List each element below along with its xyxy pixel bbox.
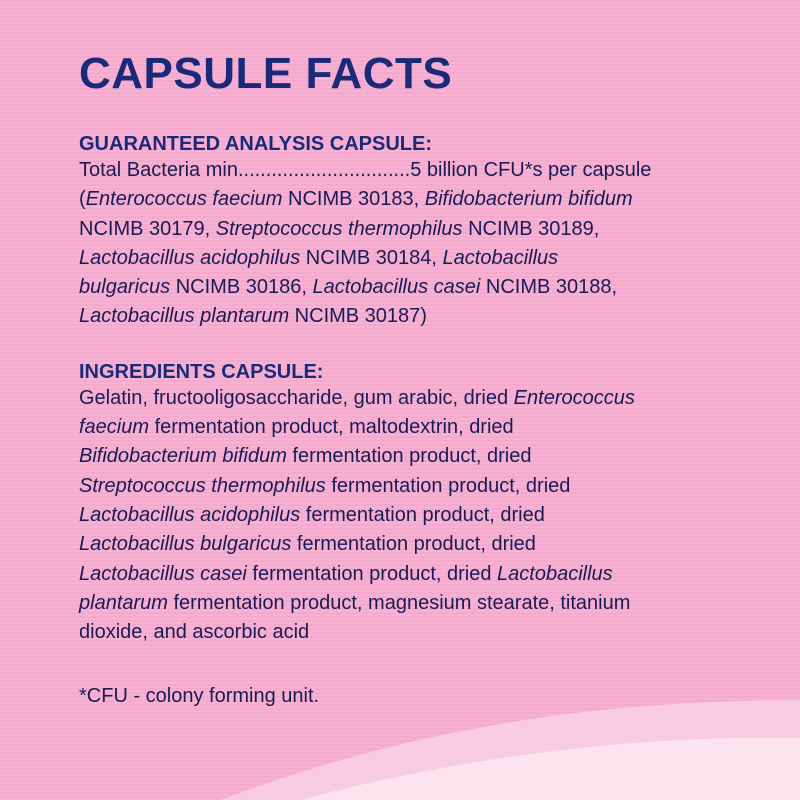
ingredients-section: [79, 360, 739, 648]
capsule-facts-panel: [79, 48, 739, 712]
species-name: Lactobacillus casei: [79, 562, 247, 585]
species-name: Lactobacillus casei: [312, 276, 481, 299]
text-run: fermentation product, maltodextrin, dried: [149, 416, 514, 439]
text-run: NCIMB 30184,: [300, 246, 443, 269]
species-name: Lactobacillus acidophilus: [79, 246, 301, 269]
species-name: Streptococcus thermophilus: [215, 217, 463, 240]
species-name: bulgaricus: [79, 276, 171, 299]
cfu-footnote: *CFU - colony forming unit.: [79, 685, 320, 708]
text-line: [79, 472, 739, 501]
species-name: Streptococcus thermophilus: [79, 474, 326, 497]
guaranteed-analysis-body: [79, 156, 739, 332]
text-line: [79, 618, 739, 647]
species-name: Lactobacillus acidophilus: [79, 503, 301, 526]
text-run: fermentation product, dried: [325, 474, 571, 497]
ingredients-heading: INGREDIENTS CAPSULE:: [79, 360, 324, 383]
text-line: [79, 302, 739, 331]
species-name: faecium: [79, 416, 150, 439]
guaranteed-analysis-heading: GUARANTEED ANALYSIS CAPSULE:: [79, 133, 432, 155]
text-run: Total Bacteria min...............................5 billion CFU*s per capsule: [79, 159, 652, 181]
text-line: [79, 530, 739, 559]
species-name: Lactobacillus plantarum: [79, 305, 290, 328]
text-run: Gelatin, fructooligosaccharide, gum arabic, dried: [79, 386, 514, 409]
text-line: [79, 560, 739, 589]
species-name: Lactobacillus: [497, 562, 613, 585]
species-name: Lactobacillus bulgaricus: [79, 533, 292, 556]
species-name: Enterococcus faecium: [85, 188, 283, 211]
text-line: [79, 215, 739, 244]
text-run: fermentation product, dried: [286, 445, 532, 468]
text-run: dioxide, and ascorbic acid: [79, 621, 310, 644]
text-line: [79, 185, 739, 214]
ingredients-body: [79, 384, 739, 648]
species-name: Bifidobacterium bifidum: [424, 188, 633, 211]
text-line: [79, 273, 739, 302]
text-run: (: [79, 188, 86, 211]
text-run: NCIMB 30183,: [282, 188, 425, 211]
text-run: fermentation product, magnesium stearate, titanium: [167, 591, 631, 614]
species-name: Enterococcus: [513, 386, 635, 409]
text-run: NCIMB 30179,: [79, 217, 216, 240]
text-run: NCIMB 30189,: [462, 217, 600, 240]
text-run: NCIMB 30188,: [480, 276, 618, 299]
guaranteed-analysis-section: [79, 132, 739, 332]
text-run: fermentation product, dried: [300, 503, 545, 526]
text-run: fermentation product, dried: [246, 562, 498, 585]
page-title: CAPSULE FACTS: [79, 49, 453, 98]
text-run: NCIMB 30186,: [170, 276, 313, 299]
text-line: [79, 244, 739, 273]
text-line: [79, 442, 739, 471]
text-line: [79, 501, 739, 530]
species-name: Lactobacillus: [442, 246, 559, 269]
text-run: fermentation product, dried: [291, 533, 536, 556]
species-name: plantarum: [79, 591, 168, 614]
text-line: [79, 384, 739, 413]
species-name: Bifidobacterium bifidum: [79, 445, 287, 468]
text-line: [79, 413, 739, 442]
decorative-wave: [0, 680, 800, 800]
text-run: NCIMB 30187): [289, 305, 427, 328]
text-line: [79, 156, 739, 185]
text-line: [79, 589, 739, 618]
